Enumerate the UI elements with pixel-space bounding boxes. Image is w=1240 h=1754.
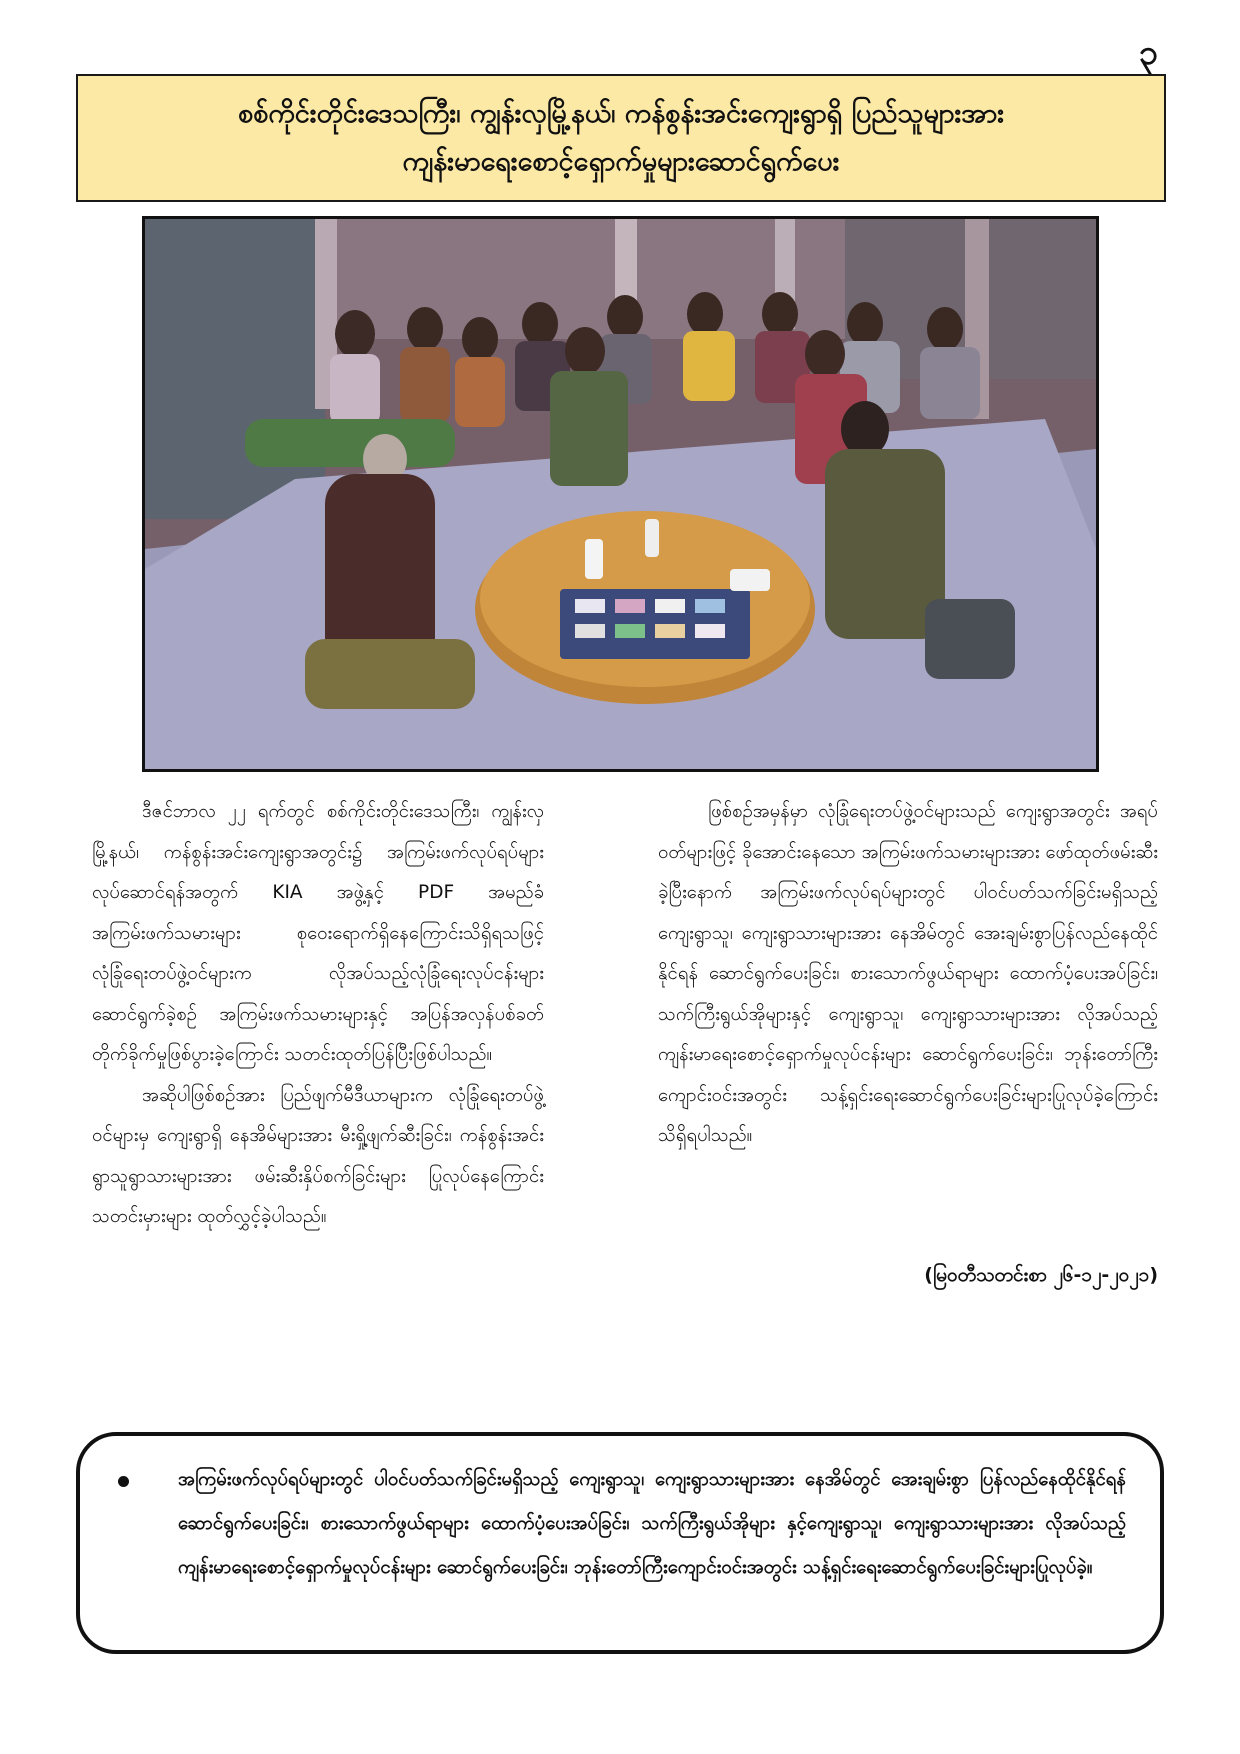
summary-item [118, 1458, 1126, 1590]
article-source: (မြဝတီသတင်းစာ ၂၆-၁၂-၂၀၂၁) [924, 1264, 1158, 1286]
news-photo [142, 216, 1099, 772]
article-paragraph: ဖြစ်စဉ်အမှန်မှာ လုံခြုံရေးတပ်ဖွဲ့ဝင်များသည် ကျေးရွာအတွင်း အရပ်ဝတ်များဖြင့် ခိုအောင်းနေသော အကြမ်းဖက်သမားများအား ဖော်ထုတ်ဖမ်းဆီးခဲ့ပြီးနောက် အကြမ်းဖက်လုပ်ရပ်များတွင် ပါဝင်ပတ်သက်ခြင်းမရှိသည့် ကျေးရွာသူ၊ ကျေးရွာသားများအား နေအိမ်တွင် အေးချမ်းစွာပြန်လည်နေထိုင်နိုင်ရန် ဆောင်ရွက်ပေးခြင်း၊ စားသောက်ဖွယ်ရာများ ထောက်ပံ့ပေးအပ်ခြင်း၊ သက်ကြီးရွယ်အိုများနှင့် ကျေးရွာသူ၊ ကျေးရွာသားများအား လိုအပ်သည့် ကျန်းမာရေးစောင့်ရှောက်မှုလုပ်ငန်းများ ဆောင်ရွက်ပေးခြင်း၊ ဘုန်းတော်ကြီးကျောင်းဝင်းအတွင်း သန့်ရှင်းရေးဆောင်ရွက်ပေးခြင်းများပြုလုပ်ခဲ့ကြောင်း သိရှိရပါသည်။ [658, 801, 1158, 1146]
article-paragraph: ဒီဇင်ဘာလ ၂၂ ရက်တွင် စစ်ကိုင်းတိုင်းဒေသကြီး၊ ကျွန်းလှမြို့နယ်၊ ကန်စွန်းအင်းကျေးရွာအတွင်း၌ အကြမ်းဖက်လုပ်ရပ်များလုပ်ဆောင်ရန်အတွက် KIA အဖွဲ့နှင့် PDF အမည်ခံ အကြမ်းဖက်သမားများ စုဝေးရောက်ရှိနေကြောင်းသိရှိရသဖြင့် လုံခြုံရေးတပ်ဖွဲ့ဝင်များက လိုအပ်သည့်လုံခြုံရေးလုပ်ငန်းများ ဆောင်ရွက်ခဲ့စဉ် အကြမ်းဖက်သမားများနှင့် အပြန်အလှန်ပစ်ခတ်တိုက်ခိုက်မှုဖြစ်ပွားခဲ့ကြောင်း သတင်းထုတ်ပြန်ပြီးဖြစ်ပါသည်။ [92, 801, 544, 1065]
summary-box [76, 1432, 1164, 1654]
summary-text: အကြမ်းဖက်လုပ်ရပ်များတွင် ပါဝင်ပတ်သက်ခြင်းမရှိသည့် ကျေးရွာသူ၊ ကျေးရွာသားများအား နေအိမ်တွင် အေးချမ်းစွာ ပြန်လည်နေထိုင်နိုင်ရန် ဆောင်ရွက်ပေးခြင်း၊ စားသောက်ဖွယ်ရာများ ထောက်ပံ့ပေးအပ်ခြင်း၊ သက်ကြီးရွယ်အိုများ နှင့်ကျေးရွာသူ၊ ကျေးရွာသားများအား လိုအပ်သည့် ကျန်းမာရေးစောင့်ရှောက်မှုလုပ်ငန်းများ ဆောင်ရွက်ပေးခြင်း၊ ဘုန်းတော်ကြီးကျောင်းဝင်းအတွင်း သန့်ရှင်းရေးဆောင်ရွက်ပေးခြင်းများပြုလုပ်ခဲ့။ [178, 1469, 1126, 1578]
page-number: ၃ [1138, 33, 1158, 73]
bullet-icon [118, 1476, 129, 1487]
article-right-column [658, 792, 1158, 1157]
headline-box [76, 74, 1166, 202]
article-paragraph: အဆိုပါဖြစ်စဉ်အား ပြည်ဖျက်မီဒီယာများက လုံခြုံရေးတပ်ဖွဲ့ဝင်များမှ ကျေးရွာရှိ နေအိမ်များအား မီးရှို့ဖျက်ဆီးခြင်း၊ ကန်စွန်းအင်း ရွာသူရွာသားများအား ဖမ်းဆီးနှိပ်စက်ခြင်းများ ပြုလုပ်နေကြောင်း သတင်းမှားများ ထုတ်လွှင့်ခဲ့ပါသည်။ [92, 1084, 544, 1227]
article-left-column [92, 792, 544, 1238]
headline-line-1: စစ်ကိုင်းတိုင်းဒေသကြီး၊ ကျွန်းလှမြို့နယ်၊ ကန်စွန်းအင်းကျေးရွာရှိ ပြည်သူများအား [237, 98, 1005, 129]
group-medical-camp-photo [145, 219, 1096, 769]
headline-line-2: ကျန်းမာရေးစောင့်ရှောက်မှုများဆောင်ရွက်ပေး [402, 146, 840, 177]
